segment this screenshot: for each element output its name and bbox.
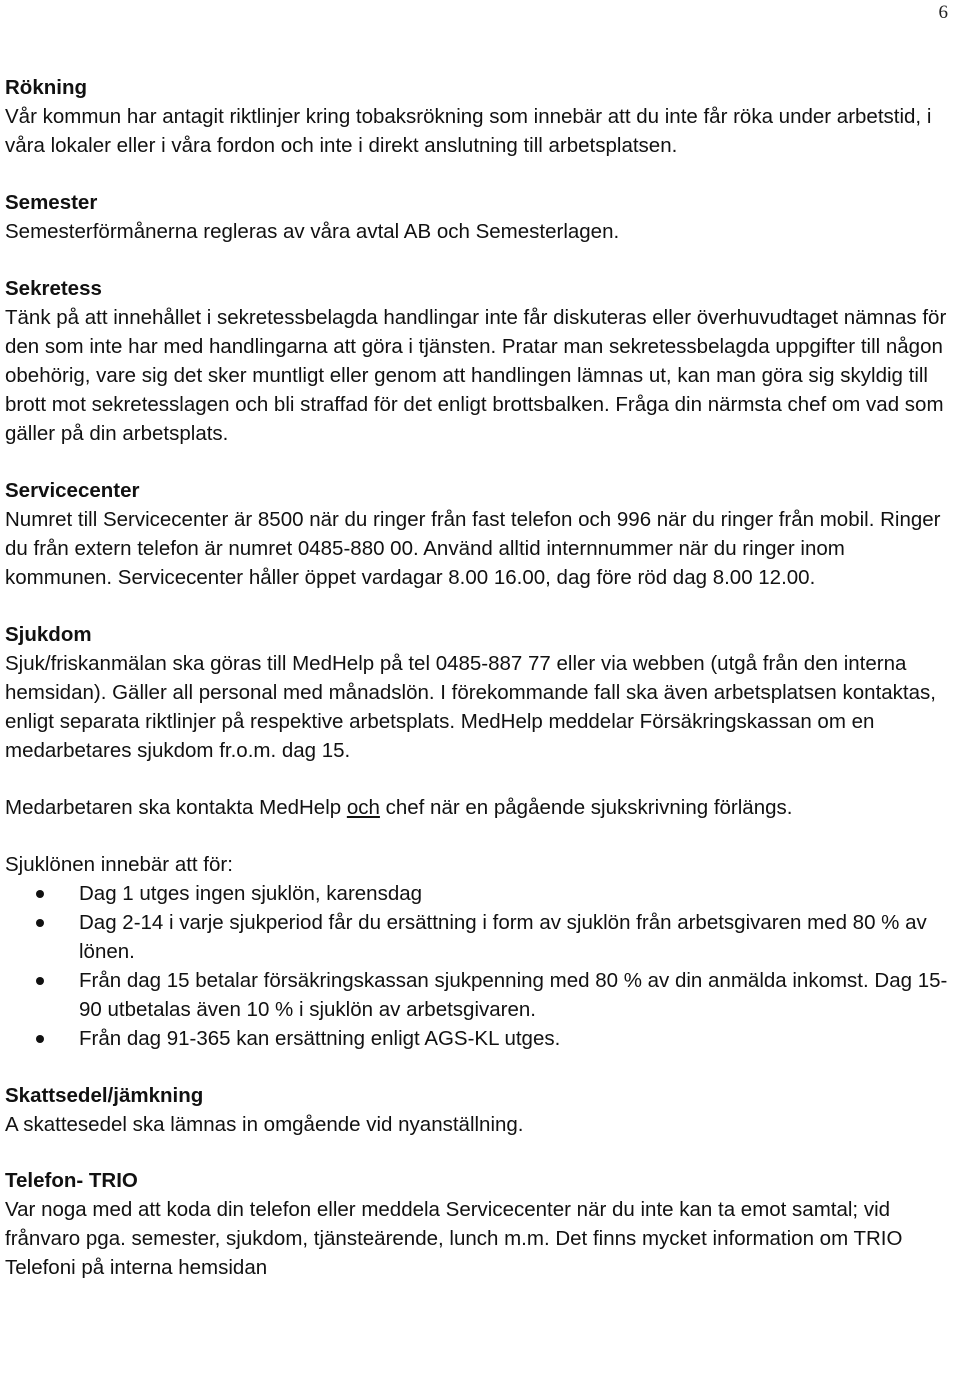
document-body xyxy=(5,73,955,1310)
heading-telefon: Telefon- TRIO xyxy=(5,1169,138,1192)
text-skattesedel: A skattesedel ska lämnas in omgående vid nyanställning. xyxy=(5,1113,524,1136)
list-item xyxy=(5,879,955,908)
bullet-icon xyxy=(36,977,44,985)
text-semester: Semesterförmånerna regleras av våra avtal AB och Semesterlagen. xyxy=(5,220,620,243)
heading-sekretess: Sekretess xyxy=(5,277,102,300)
contact-text-underlined: och xyxy=(346,796,380,819)
list-item xyxy=(5,1024,955,1053)
heading-rokning: Rökning xyxy=(5,76,87,99)
heading-semester: Semester xyxy=(5,191,98,214)
section-sekretess xyxy=(5,274,955,448)
list-item-text: Dag 2-14 i varje sjukperiod får du ersättning i form av sjuklön från arbetsgivaren med 80 % av lönen. xyxy=(79,911,927,963)
text-rokning: Vår kommun har antagit riktlinjer kring tobaksrökning som innebär att du inte får röka under arbetstid, i våra lokaler eller i våra fordon och inte i direkt anslutning till arbetsplatsen. xyxy=(5,105,932,157)
section-servicecenter xyxy=(5,476,955,592)
list-item-text: Från dag 15 betalar försäkringskassan sjukpenning med 80 % av din anmälda inkomst. Dag 15-90 utbetalas även 10 % i sjuklön av arbetsgivaren. xyxy=(79,969,948,1021)
sjuklon-list xyxy=(5,879,955,1053)
text-servicecenter: Numret till Servicecenter är 8500 när du ringer från fast telefon och 996 när du ringer från mobil. Ringer du från extern telefon är numret 0485-880 00. Använd alltid internnummer när du ringer inom kommunen. Servicecenter håller öppet vardagar 8.00 16.00, dag före röd dag 8.00 12.00. xyxy=(5,508,941,589)
text-sekretess: Tänk på att innehållet i sekretessbelagda handlingar inte får diskuteras eller överhuvudtaget nämnas för den som inte har med handlingarna att göra i tjänsten. Pratar man sekretessbelagda uppgifter till någon obehörig, vare sig det sker muntligt eller genom att handlingen lämnas ut, kan man göra sig skyldig till brott mot sekretesslagen och bli straffad för det enligt brottsbalken. Fråga din närmsta chef om vad som gäller på din arbetsplats. xyxy=(5,306,947,445)
heading-servicecenter: Servicecenter xyxy=(5,479,140,502)
bullet-icon xyxy=(36,919,44,927)
text-sjukdom: Sjuk/friskanmälan ska göras till MedHelp på tel 0485-887 77 eller via webben (utgå från den interna hemsidan). Gäller all personal med månadslön. I förekommande fall ska även arbetsplatsen kontaktas, enligt separata riktlinjer på respektive arbetsplats. MedHelp meddelar Försäkringskassan om en medarbetares sjukdom fr.o.m. dag 15. xyxy=(5,652,936,762)
heading-sjukdom: Sjukdom xyxy=(5,623,92,646)
section-telefon xyxy=(5,1166,955,1282)
list-item xyxy=(5,966,955,1024)
contact-text-after: chef när en pågående sjukskrivning förlängs. xyxy=(379,796,793,819)
section-semester xyxy=(5,188,955,246)
page-number: 6 xyxy=(938,2,948,23)
sjuklon-intro: Sjuklönen innebär att för: xyxy=(5,853,233,876)
text-telefon: Var noga med att koda din telefon eller meddela Servicecenter när du inte kan ta emot samtal; vid frånvaro pga. semester, sjukdom, tjänsteärende, lunch m.m. Det finns mycket information om TRIO Telefoni på interna hemsidan xyxy=(5,1198,903,1279)
list-item xyxy=(5,908,955,966)
heading-skattesedel: Skattsedel/jämkning xyxy=(5,1084,204,1107)
contact-text-before: Medarbetaren ska kontakta MedHelp xyxy=(5,796,347,819)
bullet-icon xyxy=(36,1035,44,1043)
bullet-icon xyxy=(36,890,44,898)
text-sjukdom-contact xyxy=(5,793,955,822)
section-rokning xyxy=(5,73,955,160)
section-skattesedel xyxy=(5,1081,955,1139)
list-item-text: Dag 1 utges ingen sjuklön, karensdag xyxy=(79,882,423,905)
list-item-text: Från dag 91-365 kan ersättning enligt AGS-KL utges. xyxy=(79,1027,561,1050)
section-sjukdom xyxy=(5,620,955,1053)
